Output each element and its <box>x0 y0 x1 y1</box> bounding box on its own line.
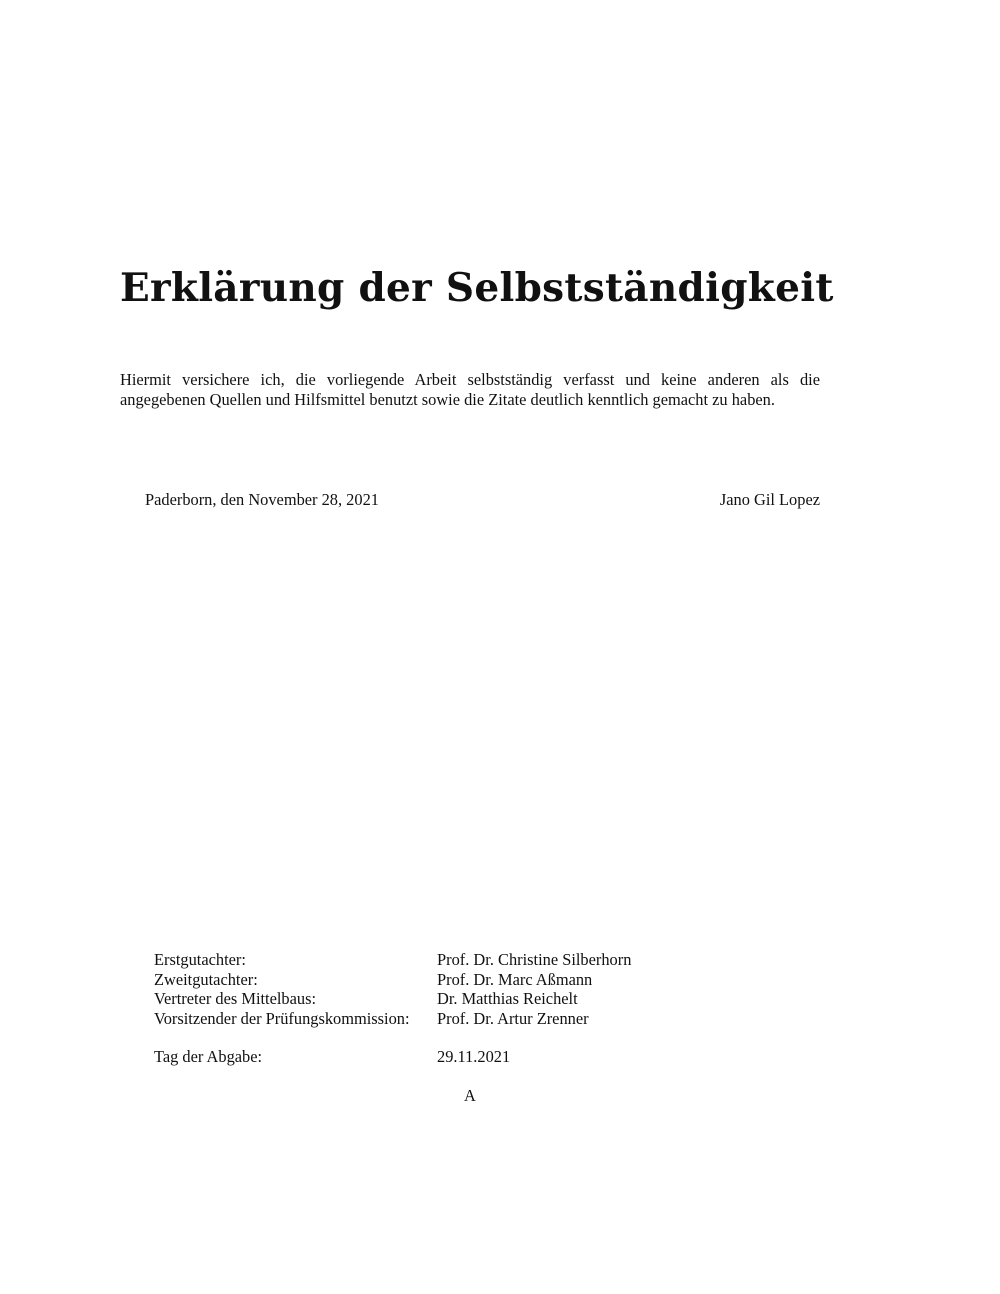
committee-role: Zweitgutachter: <box>154 969 258 989</box>
committee-member-name: Prof. Dr. Marc Aßmann <box>437 969 593 989</box>
committee-member-name: Prof. Dr. Christine Silberhorn <box>437 950 632 969</box>
submission-date: 29.11.2021 <box>437 1047 511 1066</box>
committee-member-name: Dr. Matthias Reichelt <box>437 989 578 1009</box>
page-title: Erklärung der Selbstständigkeit <box>120 265 834 311</box>
committee-role: Vorsitzender der Prüfungskommission: <box>154 1008 410 1028</box>
declaration-text: Hiermit versichere ich, die vorliegende Arbeit selbstständig verfasst und keine anderen als die angegebenen Quellen und Hilfsmittel benutzt sowie die Zitate deutlich kenntlich gemacht zu haben. <box>120 370 820 409</box>
committee-member-name: Prof. Dr. Artur Zrenner <box>437 1008 589 1028</box>
committee-role: Erstgutachter: <box>154 950 246 969</box>
page-number: A <box>464 1086 476 1105</box>
submission-label: Tag der Abgabe: <box>154 1047 263 1066</box>
committee-role: Vertreter des Mittelbaus: <box>154 989 317 1009</box>
submission-row <box>154 1047 654 1067</box>
author-name: Jano Gil Lopez <box>719 490 820 509</box>
place-date: Paderborn, den November 28, 2021 <box>145 490 379 509</box>
